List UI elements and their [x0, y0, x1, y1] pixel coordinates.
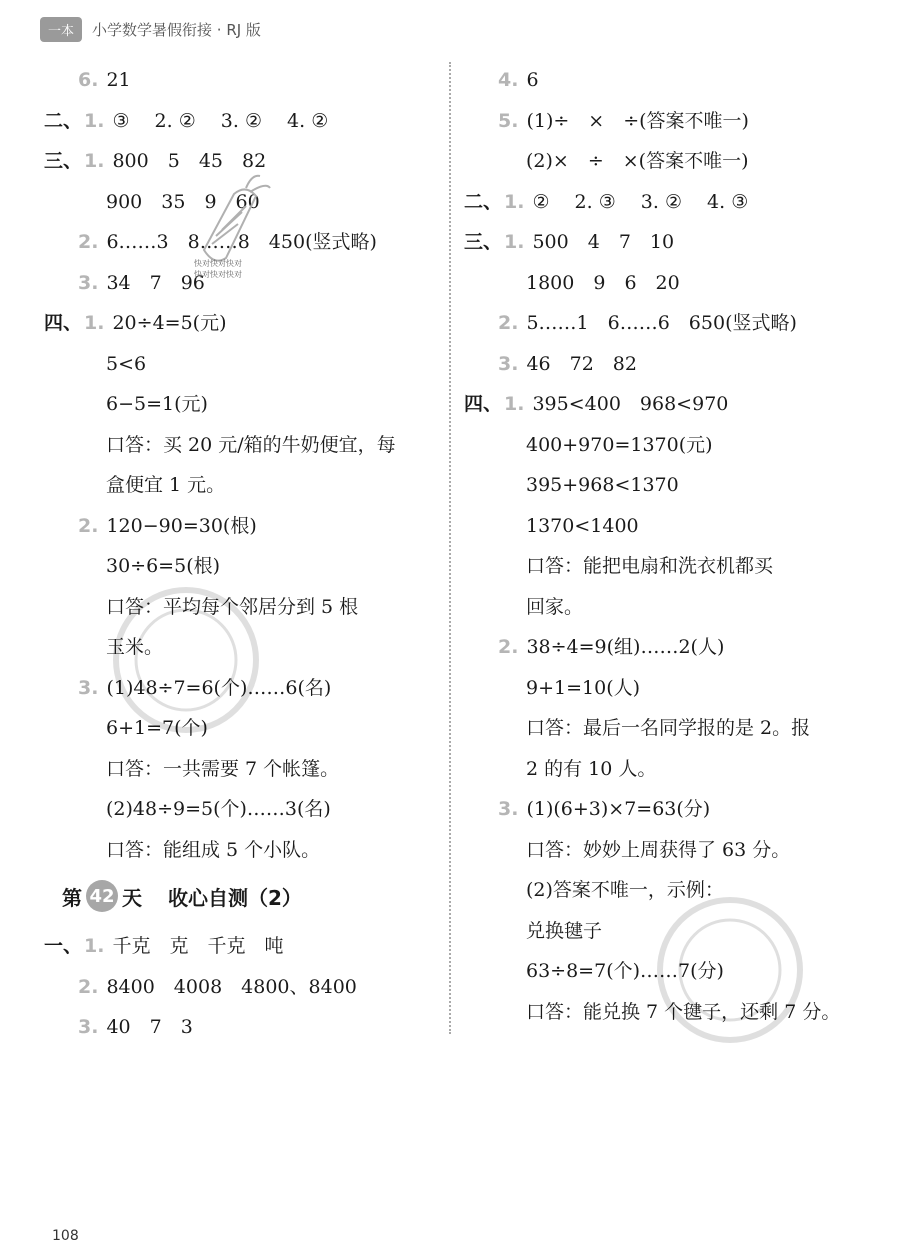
answer-line	[498, 789, 710, 829]
question-number: 3.	[498, 352, 519, 375]
answer-line	[78, 967, 357, 1007]
answer-text: ③ 2. ② 3. ② 4. ②	[112, 109, 329, 132]
question-number: 1.	[84, 150, 105, 172]
answer-line	[526, 587, 583, 627]
answer-line	[498, 344, 637, 384]
question-number: 3.	[78, 271, 99, 294]
answer-line	[106, 384, 208, 424]
answer-text: 6	[526, 69, 539, 91]
answer-text: 395<400 968<970	[532, 393, 729, 415]
page-header	[40, 14, 261, 44]
answer-text: 盒便宜 1 元。	[106, 474, 226, 496]
answer-line	[106, 749, 339, 789]
stamp-line-1: 快对快对快对	[194, 259, 242, 268]
answer-text: (1)48÷7=6(个)……6(名)	[106, 676, 332, 699]
answer-text: 1370<1400	[526, 514, 639, 537]
answer-text: 口答：能兑换 7 个毽子，还剩 7 分。	[526, 1000, 841, 1023]
answer-line	[464, 222, 674, 262]
question-number: 3.	[498, 798, 519, 820]
answer-line	[498, 303, 797, 343]
answer-line	[526, 546, 773, 586]
answer-line	[526, 749, 656, 789]
answer-line	[526, 263, 680, 303]
day-title-text: 收心自测（2）	[168, 885, 302, 910]
watermark-icon	[96, 570, 276, 750]
answer-text: 口答：能把电扇和洗衣机都买	[526, 555, 774, 577]
answer-line	[464, 384, 728, 424]
question-number: 3.	[78, 1016, 99, 1038]
answer-text: 400+970=1370(元)	[526, 433, 713, 456]
answer-line	[44, 101, 328, 141]
page-number: 108	[52, 1228, 79, 1244]
answer-line	[464, 182, 748, 222]
answer-text: 5……1 6……6 650(竖式略)	[526, 312, 797, 334]
answer-text: 玉米。	[106, 636, 164, 658]
question-number: 5.	[498, 109, 519, 132]
day-prefix: 第	[62, 885, 82, 910]
answer-line	[526, 668, 640, 708]
question-number: 4.	[498, 69, 519, 91]
answer-text: 30÷6=5(根)	[106, 555, 221, 577]
answer-text: 2 的有 10 人。	[526, 757, 657, 780]
answer-text: 120−90=30(根)	[106, 514, 257, 537]
answer-line	[106, 425, 396, 465]
answer-text: 6+1=7(个)	[106, 717, 208, 739]
question-number: 6.	[78, 69, 99, 91]
answer-text: 口答：妙妙上周获得了 63 分。	[526, 838, 791, 861]
section-marker: 二、	[44, 109, 83, 132]
answer-line	[498, 60, 539, 100]
answer-text: 63÷8=7(个)……7(分)	[526, 960, 724, 982]
answer-line	[44, 926, 283, 966]
answer-text: (2)× ÷ ×(答案不唯一)	[526, 150, 749, 172]
answer-text: 回家。	[526, 595, 584, 618]
question-number: 1.	[84, 109, 105, 132]
answer-text: 21	[106, 69, 131, 91]
answer-text: 千克 克 千克 吨	[112, 935, 284, 957]
section-marker: 四、	[44, 312, 83, 334]
question-number: 1.	[84, 312, 105, 334]
answer-text: 口答：买 20 元/箱的牛奶便宜，每	[106, 433, 396, 456]
book-title: 小学数学暑假衔接 · RJ 版	[92, 20, 261, 39]
answer-text: 46 72 82	[526, 352, 637, 375]
column-divider	[449, 62, 451, 1034]
question-number: 1.	[504, 393, 525, 415]
answer-text: (2)答案不唯一，示例：	[526, 879, 724, 901]
section-marker: 四、	[464, 393, 503, 415]
answer-text: 兑换毽子	[526, 919, 603, 942]
question-number: 1.	[504, 231, 525, 253]
answer-text: 8400 4008 4800、8400	[106, 975, 357, 998]
answer-text: 9+1=10(人)	[526, 676, 641, 699]
day-suffix: 天	[122, 885, 142, 910]
section-marker: 三、	[44, 150, 83, 172]
stamp-text	[194, 258, 264, 280]
answer-line	[498, 627, 724, 667]
answer-text: ② 2. ③ 3. ② 4. ③	[532, 190, 749, 213]
answer-line	[526, 465, 679, 505]
answer-text: 口答：平均每个邻居分到 5 根	[106, 595, 359, 618]
question-number: 2.	[78, 514, 99, 537]
answer-line	[106, 830, 320, 870]
answer-text: 395+968<1370	[526, 474, 679, 496]
question-number: 2.	[78, 231, 99, 253]
answer-line	[44, 303, 227, 343]
section-marker: 一、	[44, 935, 83, 957]
answer-line	[526, 830, 790, 870]
stamp-line-2: 快对快对快对	[194, 270, 242, 279]
section-marker: 三、	[464, 231, 503, 253]
answer-text: (2)48÷9=5(个)……3(名)	[106, 798, 331, 820]
section-marker: 二、	[464, 190, 503, 213]
answer-text: 34 7 96	[106, 271, 205, 294]
question-number: 3.	[78, 676, 99, 699]
answer-text: 38÷4=9(组)……2(人)	[526, 636, 725, 658]
question-number: 1.	[84, 935, 105, 957]
question-number: 1.	[504, 190, 525, 213]
day-section-title	[62, 874, 302, 918]
answer-text: 40 7 3	[106, 1016, 193, 1038]
answer-line	[526, 911, 602, 951]
answer-text: 20÷4=5(元)	[112, 312, 227, 334]
answer-line	[106, 465, 225, 505]
day-number-badge: 42	[86, 880, 118, 912]
answer-text: 800 5 45 82	[112, 150, 267, 172]
answer-text: 6−5=1(元)	[106, 393, 208, 415]
answer-line	[498, 101, 749, 141]
answer-text: 5<6	[106, 352, 147, 375]
answer-line	[526, 141, 749, 181]
answer-line	[78, 506, 257, 546]
answer-line	[526, 425, 713, 465]
answer-text: 口答：一共需要 7 个帐篷。	[106, 757, 340, 780]
answer-text: 口答：能组成 5 个小队。	[106, 838, 321, 861]
answer-line	[106, 344, 146, 384]
question-number: 2.	[498, 312, 519, 334]
answer-text: 口答：最后一名同学报的是 2。报	[526, 717, 811, 739]
answer-text: (1)(6+3)×7=63(分)	[526, 798, 711, 820]
brand-badge: 一本	[40, 17, 82, 42]
answer-line	[78, 60, 131, 100]
answer-line	[526, 708, 810, 748]
answer-text: 6……3 8……8 450(竖式略)	[106, 231, 377, 253]
question-number: 2.	[498, 636, 519, 658]
answer-text: 1800 9 6 20	[526, 271, 680, 294]
answer-text: 500 4 7 10	[532, 231, 675, 253]
answer-text: 900 35 9 60	[106, 190, 260, 213]
answer-line	[106, 789, 331, 829]
answer-line	[526, 506, 639, 546]
watermark-icon	[640, 880, 820, 1060]
question-number: 2.	[78, 975, 99, 998]
answer-text: (1)÷ × ÷(答案不唯一)	[526, 109, 749, 132]
answer-line	[78, 1007, 193, 1047]
